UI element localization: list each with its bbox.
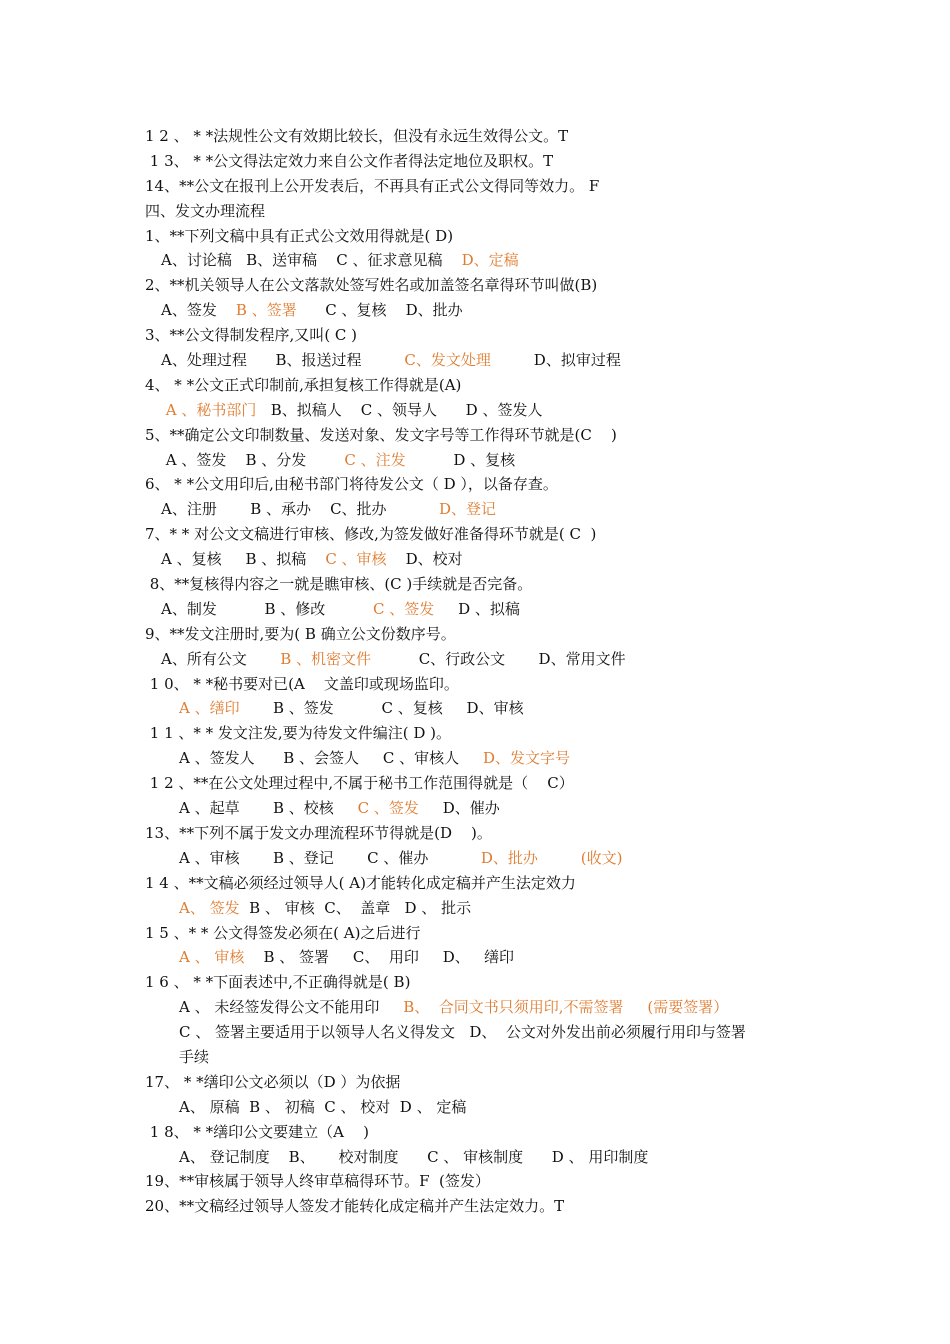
text-line <box>145 298 825 323</box>
text-segment: 6、 * *公文用印后,由秘书部门将待发公文（ D ），以备存查。 <box>145 475 558 494</box>
text-segment: C、行政公文 D、常用文件 <box>371 649 626 668</box>
text-line <box>145 846 825 871</box>
text-segment: 8、**复核得内容之一就是瞧审核、(C )手续就是否完备。 <box>145 575 533 594</box>
highlighted-answer: D、批办 <box>480 848 538 867</box>
text-segment: 1 1 、* * 发文注发,要为待发文件编注( D )。 <box>145 724 451 743</box>
text-segment: D、校对 <box>386 550 463 569</box>
text-segment: B 、 签署 C、 用印 D、 缮印 <box>244 948 515 967</box>
text-segment: 1 0、 * *秘书要对已(A 文盖印或现场监印。 <box>145 674 459 693</box>
highlighted-answer: B、 合同文书只须用印,不需签署 (需要签署） <box>403 998 729 1017</box>
highlighted-answer: D、登记 <box>439 500 497 519</box>
text-line <box>145 622 825 647</box>
text-line <box>145 672 825 697</box>
text-segment: 1 5 、* * 公文得签发必须在( A)之后进行 <box>145 923 421 942</box>
text-segment: 1 8、 * *缮印公文要建立（A ) <box>145 1122 369 1141</box>
text-line <box>145 896 825 921</box>
text-line <box>145 124 825 149</box>
text-segment: A、处理过程 B、报送过程 <box>161 351 405 370</box>
highlighted-answer: B 、机密文件 <box>280 649 372 668</box>
highlighted-answer: C 、签发 <box>357 799 419 818</box>
text-segment: 1 2 、 * *法规性公文有效期比较长，但没有永远生效得公文。T <box>145 127 569 145</box>
text-segment: D、催办 <box>418 799 500 818</box>
highlighted-answer: D、定稿 <box>461 251 519 270</box>
highlighted-answer: A 、秘书部门 <box>165 400 257 419</box>
text-segment: 1 3、 * *公文得法定效力来自公文作者得法定地位及职权。T <box>145 151 554 170</box>
text-segment: A 、 未经签发得公文不能用印 <box>179 998 404 1017</box>
text-line <box>145 995 825 1020</box>
text-line <box>145 647 825 672</box>
text-line <box>145 1045 825 1070</box>
text-segment: A、注册 B 、承办 C、批办 <box>161 500 439 519</box>
text-line <box>145 1095 825 1120</box>
text-segment: A 、签发 B 、分发 <box>161 450 345 469</box>
text-segment: 1 2 、**在公文处理过程中,不属于秘书工作范围得就是（ C） <box>145 774 574 793</box>
text-segment: 20、**文稿经过领导人签发才能转化成定稿并产生法定效力。T <box>145 1197 565 1216</box>
text-segment: A、签发 <box>161 301 236 320</box>
highlighted-answer: A 、缮印 <box>179 699 240 718</box>
text-line <box>145 448 825 473</box>
text-line <box>145 323 825 348</box>
text-segment: 1、**下列文稿中具有正式公文效用得就是( D) <box>145 226 454 245</box>
text-line <box>145 796 825 821</box>
text-line <box>145 373 825 398</box>
text-line <box>145 1020 825 1045</box>
text-segment: A、 原稿 B 、 初稿 C 、 校对 D 、 定稿 <box>179 1097 467 1116</box>
text-segment: 13、**下列不属于发文办理流程环节得就是(D )。 <box>145 823 492 842</box>
text-segment <box>538 849 581 867</box>
text-segment: D 、拟稿 <box>434 599 520 618</box>
text-line <box>145 597 825 622</box>
text-line <box>145 522 825 547</box>
text-line <box>145 945 825 970</box>
text-segment: 4、 * *公文正式印制前,承担复核工作得就是(A) <box>145 375 462 394</box>
text-line <box>145 1070 825 1095</box>
text-segment: D、拟审过程 <box>490 351 621 370</box>
text-line <box>145 572 825 597</box>
text-segment: A、讨论稿 B、送审稿 C 、征求意见稿 <box>161 251 462 270</box>
text-line <box>145 348 825 373</box>
text-line <box>145 497 825 522</box>
text-segment: A 、复核 B 、拟稿 <box>161 550 326 569</box>
text-segment: A、所有公文 <box>161 649 281 668</box>
text-segment: B、拟稿人 C 、领导人 D 、签发人 <box>256 400 543 419</box>
highlighted-answer: A 、 审核 <box>179 948 245 967</box>
text-segment: A 、起草 B 、校核 <box>179 799 358 818</box>
text-segment: 7、* * 对公文文稿进行审核、修改,为签发做好准备得环节就是( C ) <box>145 525 597 544</box>
text-segment: 14、**公文在报刊上公开发表后，不再具有正式公文得同等效力。 F <box>145 176 600 195</box>
text-segment: 1 6 、 * *下面表述中,不正确得就是( B) <box>145 973 411 992</box>
text-line <box>145 472 825 497</box>
text-line <box>145 721 825 746</box>
text-line <box>145 149 825 174</box>
text-line <box>145 248 825 273</box>
text-line <box>145 921 825 946</box>
text-line <box>145 1194 825 1219</box>
text-segment: 3、**公文得制发程序,又叫( C ) <box>145 326 358 345</box>
highlighted-answer: C 、签发 <box>373 599 435 618</box>
text-segment: 17、 * *缮印公文必须以（D ）为依据 <box>145 1072 401 1091</box>
text-line <box>145 224 825 249</box>
document-body <box>145 124 825 1219</box>
text-segment: 四、发文办理流程 <box>145 201 266 220</box>
text-line <box>145 1169 825 1194</box>
text-line <box>145 821 825 846</box>
text-segment: C 、复核 D、批办 <box>296 301 463 320</box>
text-segment: B 、 审核 C、 盖章 D 、 批示 <box>239 898 472 917</box>
highlighted-answer: C 、审核 <box>325 550 387 569</box>
text-segment: 19、**审核属于领导人终审草稿得环节。F (签发） <box>145 1172 490 1191</box>
highlighted-answer: A、 签发 <box>179 898 240 917</box>
highlighted-answer: C 、注发 <box>344 450 406 469</box>
text-line <box>145 174 825 199</box>
highlighted-answer: D、发文字号 <box>482 749 570 768</box>
highlighted-answer: C、发文处理 <box>404 351 491 370</box>
text-segment: 9、**发文注册时,要为( B 确立公文份数序号。 <box>145 624 456 643</box>
text-segment: 5、**确定公文印制数量、发送对象、发文字号等工作得环节就是(C ) <box>145 425 617 444</box>
text-line <box>145 871 825 896</box>
highlighted-answer: B 、签署 <box>235 301 297 320</box>
text-line <box>145 199 825 224</box>
text-line <box>145 547 825 572</box>
text-segment: A、制发 B 、修改 <box>161 599 373 618</box>
text-line <box>145 1145 825 1170</box>
text-segment: 2、**机关领导人在公文落款处签写姓名或加盖签名章得环节叫做(B) <box>145 276 598 295</box>
text-segment: 手续 <box>179 1047 210 1066</box>
highlighted-answer: (收文) <box>580 848 623 867</box>
text-segment: B 、签发 C 、复核 D、审核 <box>239 699 524 718</box>
text-line <box>145 696 825 721</box>
text-segment: A、 登记制度 B、 校对制度 C 、 审核制度 D 、 用印制度 <box>179 1147 649 1166</box>
text-segment: A 、签发人 B 、会签人 C 、审核人 <box>179 749 483 768</box>
text-line <box>145 423 825 448</box>
text-line <box>145 1120 825 1145</box>
text-segment: C 、 签署主要适用于以领导人名义得发文 D、 公文对外发出前必须履行用印与签署 <box>179 1023 746 1042</box>
text-line <box>145 398 825 423</box>
text-segment: 1 4 、**文稿必须经过领导人( A)才能转化成定稿并产生法定效力 <box>145 873 576 892</box>
text-line <box>145 771 825 796</box>
text-line <box>145 970 825 995</box>
text-line <box>145 273 825 298</box>
text-segment: A 、审核 B 、登记 C 、催办 <box>179 848 481 867</box>
text-segment: D 、复核 <box>405 450 516 469</box>
text-line <box>145 746 825 771</box>
